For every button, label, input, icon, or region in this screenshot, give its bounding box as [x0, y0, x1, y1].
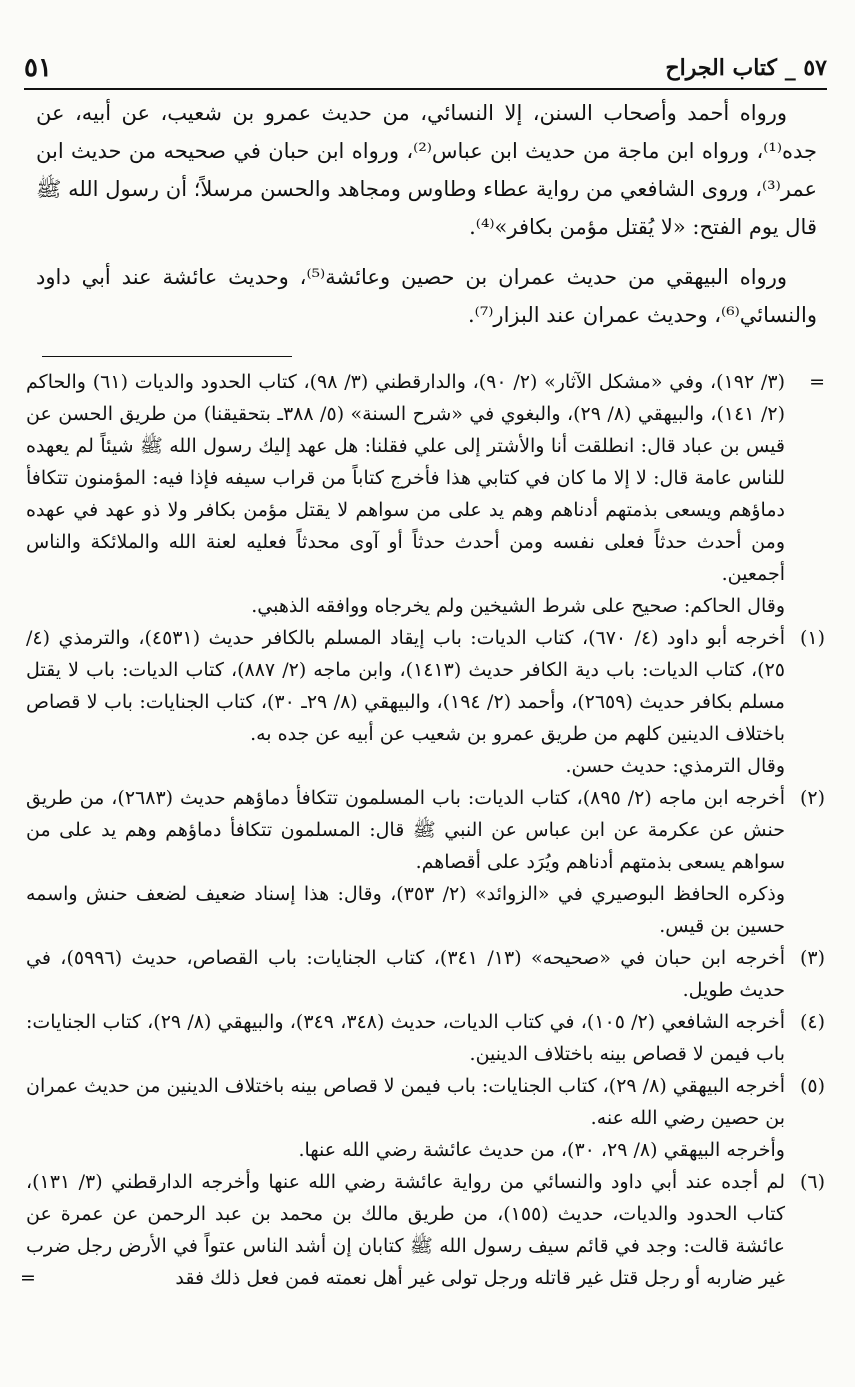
- footnote-line: وقال الترمذي: حديث حسن.: [565, 755, 785, 777]
- footnote-1: [26, 622, 825, 782]
- footnote-line: أخرجه ابن ماجه (٢/ ٨٩٥)، كتاب الديات: باب المسلمون تتكافأ دماؤهم حديث (٢٦٨٣)، من طريق حنش عن عكرمة عن ابن عباس عن النبي ﷺ قال: المسلمون تتكافأ دماؤهم وهم يد على من سواهم يسعى بذمتهم أدناهم ويُرَد على أقصاهم.: [26, 787, 785, 873]
- paragraph: ورواه البيهقي من حديث عمران بن حصين وعائشة⁽⁵⁾، وحديث عائشة عند أبي داود والنسائي⁽⁶⁾، وحديث عمران عند البزار⁽⁷⁾.: [36, 265, 817, 327]
- footnote-line: وذكره الحافظ البوصيري في «الزوائد» (٢/ ٣٥٣)، وقال: هذا إسناد ضعيف لضعف حنش واسمه حسين بن قيس.: [26, 883, 785, 937]
- footnote-number: (٣): [799, 947, 825, 969]
- footnote-line: أخرجه البيهقي (٨/ ٢٩)، كتاب الجنايات: باب فيمن لا قصاص بينه باختلاف الدينين من حديث عمران بن حصين رضي الله عنه.: [26, 1075, 785, 1129]
- main-text: [36, 94, 817, 334]
- footnote-number: (١): [799, 627, 825, 649]
- footnote-number: (٦): [799, 1171, 825, 1193]
- footnote-2: [26, 782, 825, 942]
- page-number: ٥١: [24, 53, 52, 83]
- footnote-number: (٥): [799, 1075, 825, 1097]
- footnote-line: أخرجه أبو داود (٤/ ٦٧٠)، كتاب الديات: باب إيقاد المسلم بالكافر حديث (٤٥٣١)، والترمذي (٤/ ٢٥)، كتاب الديات: باب دية الكافر حديث (١٤١٣)، وابن ماجه (٢/ ٨٨٧)، كتاب الديات: باب لا يقتل مسلم بكافر حديث (٢٦٥٩)، وأحمد (٢/ ١٩٤)، والبيهقي (٨/ ٢٩ـ ٣٠)، كتاب الجنايات: باب لا قصاص باختلاف الدينين كلهم من طريق عمرو بن شعيب عن أبيه عن جده به.: [26, 627, 785, 745]
- footnote-line: أخرجه ابن حبان في «صحيحه» (١٣/ ٣٤١)، كتاب الجنايات: باب القصاص، حديث (٥٩٩٦)، في حديث طويل.: [26, 947, 785, 1001]
- footnote-line: أخرجه الشافعي (٢/ ١٠٥)، في كتاب الديات، حديث (٣٤٨، ٣٤٩)، والبيهقي (٨/ ٢٩)، كتاب الجنايات: باب فيمن لا قصاص بينه باختلاف الدينين.: [26, 1011, 785, 1065]
- footnote-number: (٢): [799, 787, 825, 809]
- running-title: ٥٧ _ كتاب الجراح: [665, 55, 827, 81]
- page-header: [24, 48, 827, 90]
- footnote-number: (٤): [799, 1011, 825, 1033]
- footnote-separator: [42, 356, 292, 357]
- paragraph: ورواه أحمد وأصحاب السنن، إلا النسائي، من حديث عمرو بن شعيب، عن أبيه، عن جده⁽¹⁾، ورواه ابن ماجة من حديث ابن عباس⁽²⁾، ورواه ابن حبان في صحيحه من حديث ابن عمر⁽³⁾، وروى الشافعي من رواية عطاء وطاوس ومجاهد والحسن مرسلاً؛ أن رسول الله ﷺ قال يوم الفتح: «لا يُقتل مؤمن بكافر»⁽⁴⁾.: [36, 101, 817, 239]
- footnote-5: [26, 1070, 825, 1166]
- footnote-line: (٣/ ١٩٢)، وفي «مشكل الآثار» (٢/ ٩٠)، والدارقطني (٣/ ٩٨)، كتاب الحدود والديات (٦١) والحاكم (٢/ ١٤١)، والبيهقي (٨/ ٢٩)، والبغوي في «شرح السنة» (٥/ ٣٨٨ـ بتحقيقنا) من طريق الحسن عن قيس بن عباد قال: انطلقت أنا والأشتر إلى علي فقلنا: هل عهد إليك رسول الله ﷺ شيئاً لم يعهده للناس عامة قال: لا إلا ما كان في كتابي هذا فأخرج كتاباً من قراب سيفه فإذا فيه: المؤمنون تتكافأ دماؤهم ويسعى بذمتهم أدناهم وهم يد على من سواهم لا يقتل مؤمن بكافر ولا ذو عهد في عهده ومن أحدث حدثاً فعلى نفسه ومن أحدث حدثاً أو آوى محدثاً فعليه لعنة الله والملائكة والناس أجمعين.: [26, 371, 785, 585]
- footnote-line: وقال الحاكم: صحيح على شرط الشيخين ولم يخرجاه ووافقه الذهبي.: [251, 595, 785, 617]
- continuation-mark: =: [809, 371, 825, 393]
- footnote-3: [26, 942, 825, 1006]
- footnote-line: لم أجده عند أبي داود والنسائي من رواية عائشة رضي الله عنها وأخرجه الدارقطني (٣/ ١٣١)، كتاب الحدود والديات، حديث (١٥٥)، من طريق مالك بن محمد بن عبد الرحمن عن عمرة عن عائشة قالت: وجد في قائم سيف رسول الله ﷺ كتابان إن أشد الناس عتواً في الأرض رجل ضرب غير ضاربه أو رجل قتل غير قاتله ورجل تولى غير أهل نعمته فمن فعل ذلك فقد: [26, 1171, 785, 1289]
- continuation-mark: =: [20, 1267, 36, 1289]
- footnote-6: [20, 1166, 825, 1294]
- footnotes: [20, 366, 825, 1294]
- footnote-continued: [26, 366, 825, 622]
- footnote-4: [26, 1006, 825, 1070]
- footnote-line: وأخرجه البيهقي (٨/ ٢٩، ٣٠)، من حديث عائشة رضي الله عنها.: [298, 1139, 785, 1161]
